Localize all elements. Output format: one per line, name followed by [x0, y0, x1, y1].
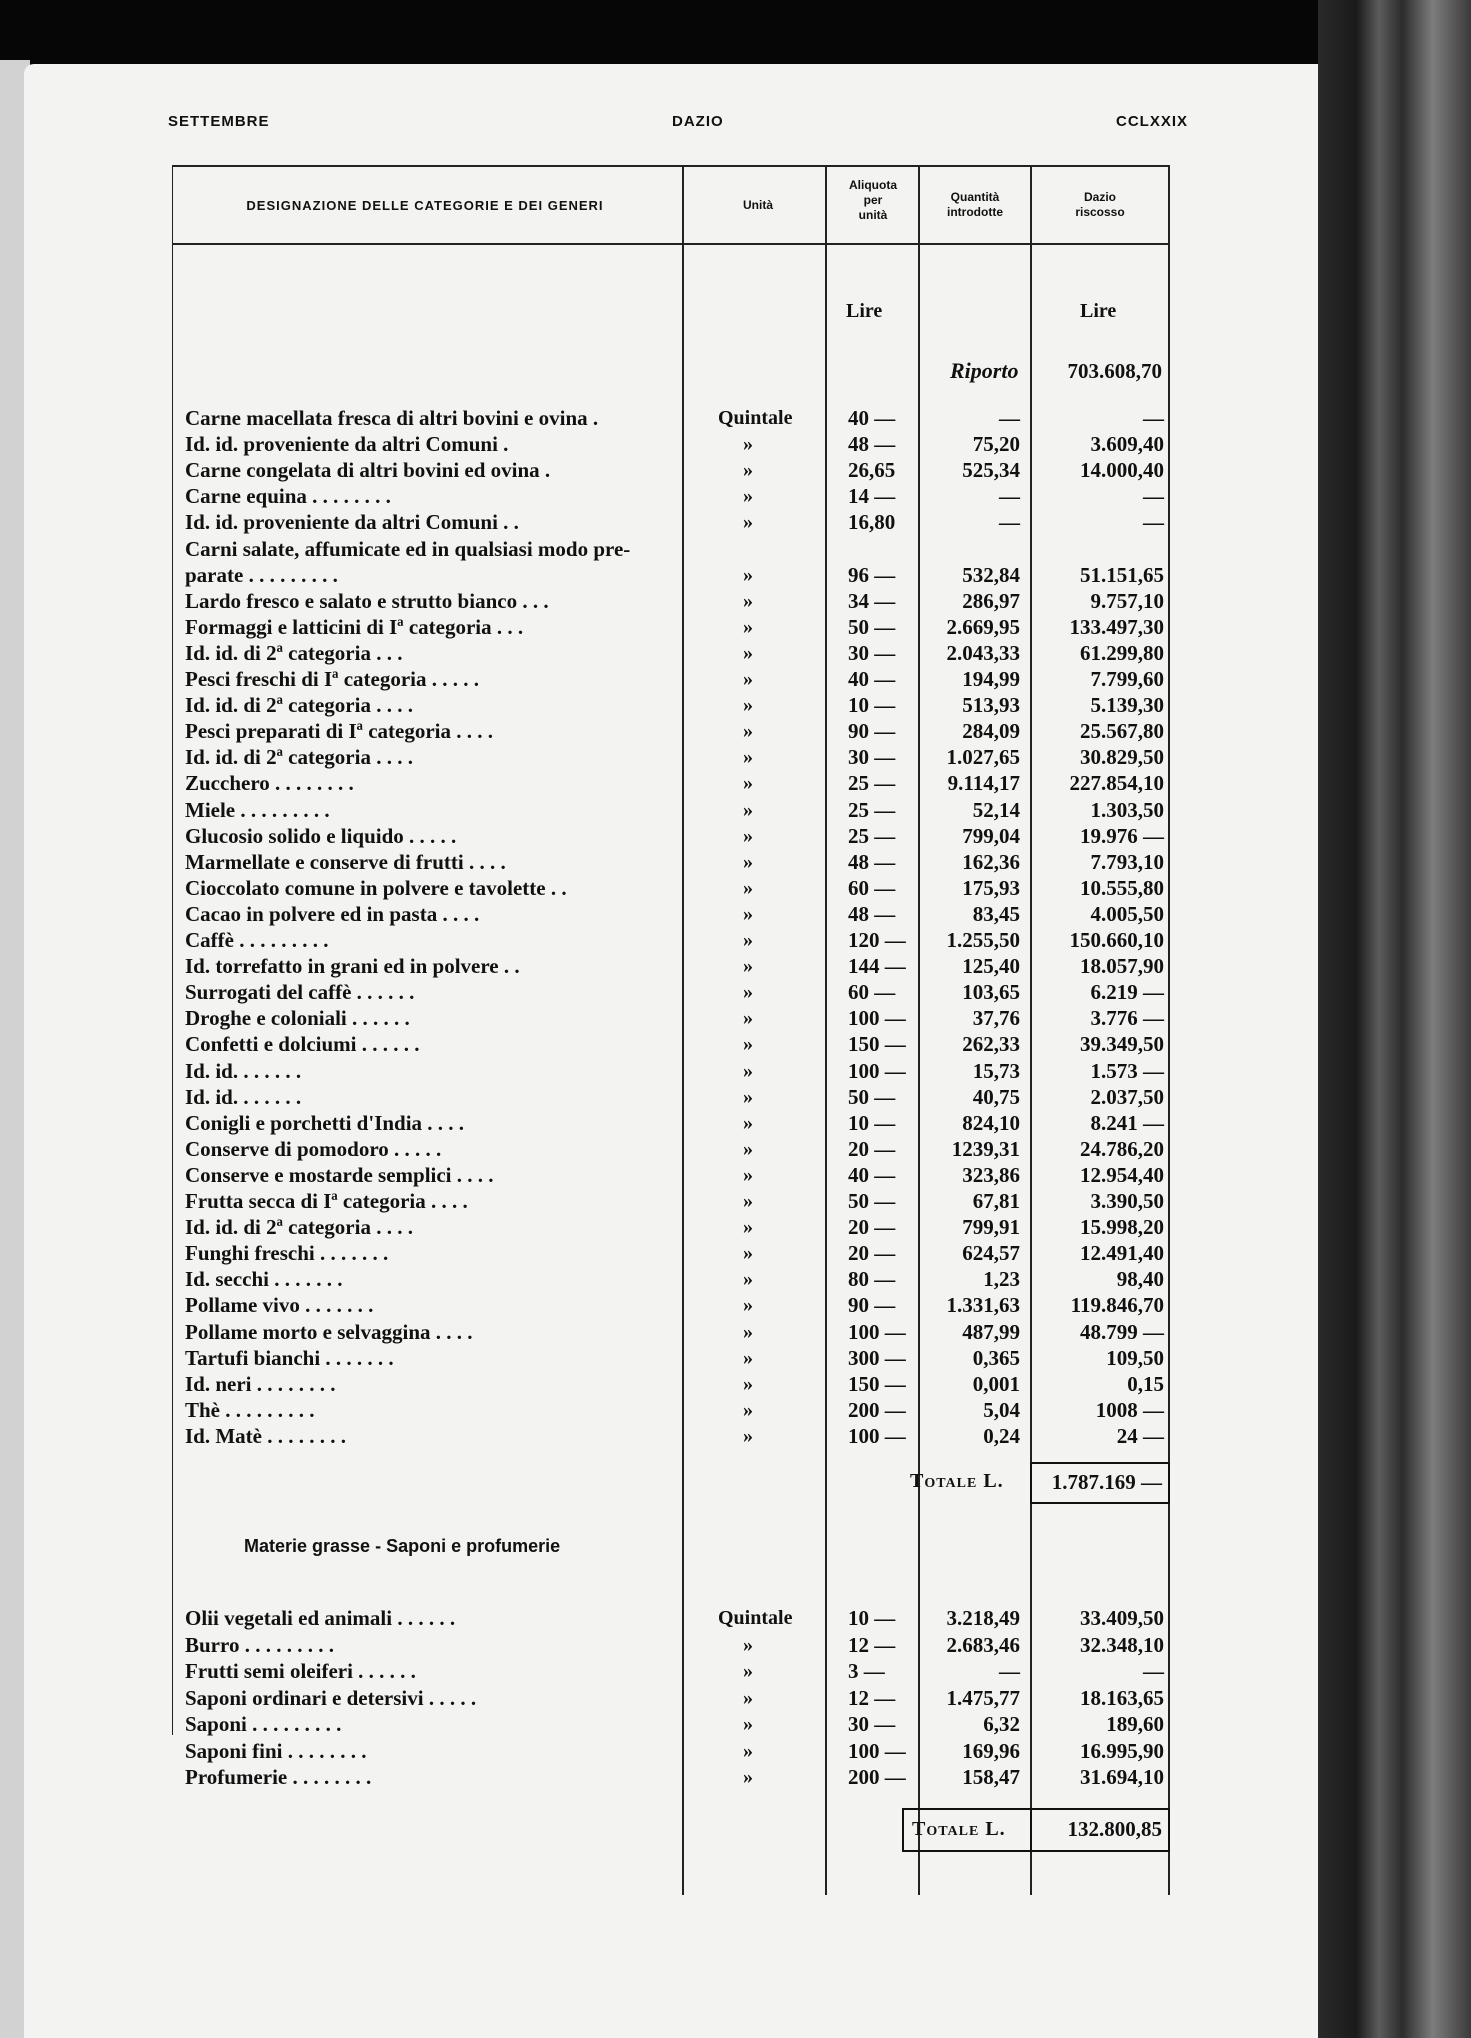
row-quantity: 262,33: [962, 1032, 1020, 1057]
row-rate: 30 —: [848, 1712, 896, 1736]
row-duty: 24 —: [1116, 1423, 1164, 1448]
row-duty: 4.005,50: [1090, 901, 1164, 926]
row-unit: »: [743, 459, 753, 482]
row-duty: 25.567,80: [1080, 719, 1164, 744]
col-rule-rate: [825, 165, 827, 1895]
section1-total-box: [1030, 1462, 1170, 1504]
row-description: Zucchero . . . . . . . .: [185, 771, 354, 796]
row-unit: »: [743, 1007, 753, 1030]
row-duty: 98,40: [1116, 1267, 1164, 1292]
row-unit: »: [743, 1766, 753, 1788]
row-description: Carne equina . . . . . . . .: [185, 484, 391, 509]
row-unit: »: [743, 1059, 753, 1082]
rate-currency: Lire: [846, 300, 883, 322]
row-unit: »: [743, 433, 753, 456]
row-quantity: 0,365: [972, 1345, 1020, 1370]
row-rate: 20 —: [848, 1241, 896, 1266]
header-unit: Unità: [743, 198, 773, 212]
row-description: Pesci preparati di Iª categoria . . . .: [185, 719, 494, 744]
row-unit: »: [743, 1320, 753, 1343]
row-duty: 10.555,80: [1080, 875, 1164, 900]
row-description: Id. id. . . . . . .: [185, 1084, 302, 1109]
row-description: Frutta secca di Iª categoria . . . .: [185, 1189, 468, 1213]
row-quantity: 83,45: [972, 901, 1020, 926]
row-duty: 24.786,20: [1080, 1136, 1164, 1161]
row-duty: 1.573 —: [1090, 1058, 1164, 1083]
row-description: Pollame morto e selvaggina . . . .: [185, 1319, 473, 1344]
row-rate: 40 —: [848, 406, 896, 430]
row-quantity: 2.669,95: [946, 614, 1020, 639]
row-description: Conserve di pomodoro . . . . .: [185, 1136, 442, 1161]
row-duty: 12.491,40: [1080, 1241, 1164, 1266]
row-quantity: 175,93: [962, 875, 1020, 900]
section2-total-label-box: [902, 1808, 1032, 1852]
row-unit: »: [743, 720, 753, 743]
row-unit: »: [743, 563, 753, 586]
row-unit: »: [743, 1085, 753, 1108]
row-rate: 12 —: [848, 1685, 896, 1710]
row-quantity: 75,20: [972, 432, 1020, 457]
riporto-label: Riporto: [950, 358, 1019, 383]
section2-total-box: [1030, 1808, 1170, 1852]
row-unit: »: [743, 1346, 753, 1369]
row-duty: 30.829,50: [1080, 745, 1164, 770]
row-duty: 14.000,40: [1080, 458, 1164, 483]
row-description: Carni salate, affumicate ed in qualsiasi modo pre-: [185, 536, 631, 561]
row-rate: 10 —: [848, 693, 896, 718]
row-unit: »: [743, 1190, 753, 1212]
row-description: Id. id. di 2ª categoria . . .: [185, 640, 403, 665]
header-quantity: Quantità introdotte: [947, 190, 1003, 219]
row-quantity: 125,40: [962, 954, 1020, 979]
row-rate: 300 —: [848, 1345, 906, 1370]
row-description: Id. id. di 2ª categoria . . . .: [185, 745, 413, 770]
row-description: Id. id. proveniente da altri Comuni .: [185, 432, 509, 457]
row-duty: 19.976 —: [1080, 823, 1164, 848]
row-rate: 120 —: [848, 928, 906, 952]
row-description: Id. id. proveniente da altri Comuni . .: [185, 510, 519, 535]
row-rate: 96 —: [848, 562, 896, 587]
row-quantity: 284,09: [962, 719, 1020, 744]
row-duty: 150.660,10: [1069, 928, 1164, 952]
row-quantity: 158,47: [962, 1765, 1020, 1789]
row-duty: 3.609,40: [1090, 432, 1164, 457]
row-description: Id. id. di 2ª categoria . . . .: [185, 1215, 413, 1240]
row-unit: »: [743, 1216, 753, 1239]
row-quantity: 5,04: [983, 1397, 1020, 1422]
row-description: Burro . . . . . . . . .: [185, 1632, 334, 1657]
row-rate: 50 —: [848, 1084, 896, 1109]
row-unit: »: [743, 1739, 753, 1762]
row-rate: 50 —: [848, 1189, 896, 1213]
row-rate: 200 —: [848, 1397, 906, 1422]
row-rate: 150 —: [848, 1371, 906, 1396]
row-unit: »: [743, 1294, 753, 1317]
row-rate: 144 —: [848, 954, 906, 979]
row-description: Conserve e mostarde semplici . . . .: [185, 1162, 494, 1187]
row-rate: 60 —: [848, 980, 896, 1005]
row-unit: »: [743, 1660, 753, 1682]
scan-border-right: [1318, 0, 1471, 2038]
running-head-month: SETTEMBRE: [168, 113, 270, 130]
row-duty: 16.995,90: [1080, 1738, 1164, 1763]
row-unit: »: [743, 981, 753, 1004]
row-quantity: —: [999, 510, 1020, 535]
row-description: Miele . . . . . . . . .: [185, 797, 330, 822]
row-quantity: 487,99: [962, 1319, 1020, 1344]
row-description: Glucosio solido e liquido . . . . .: [185, 823, 457, 848]
row-rate: 16,80: [848, 510, 896, 535]
row-quantity: 15,73: [972, 1058, 1020, 1083]
header-bottom-rule: [172, 243, 1168, 245]
row-quantity: 0,001: [972, 1371, 1020, 1396]
row-description: Saponi ordinari e detersivi . . . . .: [185, 1685, 477, 1710]
row-unit: »: [743, 641, 753, 664]
row-rate: 20 —: [848, 1215, 896, 1240]
row-quantity: 6,32: [983, 1712, 1020, 1736]
row-rate: 48 —: [848, 901, 896, 926]
row-duty: 2.037,50: [1090, 1084, 1164, 1109]
row-description: Formaggi e latticini di Iª categoria . . .: [185, 614, 524, 639]
row-quantity: 513,93: [962, 693, 1020, 718]
row-duty: —: [1143, 1659, 1164, 1683]
row-description: Funghi freschi . . . . . . .: [185, 1241, 389, 1266]
row-duty: 7.799,60: [1090, 667, 1164, 691]
row-rate: 48 —: [848, 432, 896, 457]
row-unit: »: [743, 1372, 753, 1395]
row-duty: 31.694,10: [1080, 1765, 1164, 1789]
row-description: Carne macellata fresca di altri bovini e ovina .: [185, 406, 599, 430]
row-rate: 50 —: [848, 614, 896, 639]
row-unit: »: [743, 1111, 753, 1134]
row-unit: Quintale: [718, 407, 793, 429]
row-quantity: 169,96: [962, 1738, 1020, 1763]
row-quantity: 40,75: [972, 1084, 1020, 1109]
row-unit: »: [743, 1268, 753, 1291]
row-rate: 10 —: [848, 1606, 896, 1630]
row-unit: »: [743, 850, 753, 873]
row-duty: 15.998,20: [1080, 1215, 1164, 1240]
row-unit: »: [743, 694, 753, 717]
row-rate: 100 —: [848, 1006, 906, 1031]
row-rate: 90 —: [848, 1293, 896, 1318]
table-left-rule: [172, 165, 173, 1735]
row-rate: 30 —: [848, 640, 896, 665]
row-description: Caffè . . . . . . . . .: [185, 928, 329, 952]
header-rate: Aliquota per unità: [849, 178, 897, 222]
row-quantity: 194,99: [962, 667, 1020, 691]
duty-currency: Lire: [1080, 300, 1117, 322]
row-rate: 150 —: [848, 1032, 906, 1057]
row-description: Pesci freschi di Iª categoria . . . . .: [185, 667, 480, 691]
row-quantity: —: [999, 406, 1020, 430]
row-rate: 200 —: [848, 1765, 906, 1789]
row-rate: 60 —: [848, 875, 896, 900]
row-rate: 30 —: [848, 745, 896, 770]
row-unit: »: [743, 1424, 753, 1447]
row-rate: 90 —: [848, 719, 896, 744]
row-unit: »: [743, 668, 753, 690]
row-description: Saponi fini . . . . . . . .: [185, 1738, 367, 1763]
row-unit: »: [743, 615, 753, 638]
row-quantity: 0,24: [983, 1423, 1020, 1448]
row-duty: 1.303,50: [1090, 797, 1164, 822]
row-quantity: 1,23: [983, 1267, 1020, 1292]
row-unit: »: [743, 955, 753, 978]
section2-title: Materie grasse - Saponi e profumerie: [244, 1536, 561, 1556]
row-description: Carne congelata di altri bovini ed ovina .: [185, 458, 551, 483]
row-duty: 0,15: [1127, 1371, 1164, 1396]
row-duty: 3.776 —: [1090, 1006, 1164, 1031]
row-rate: 40 —: [848, 667, 896, 691]
row-duty: —: [1143, 484, 1164, 509]
row-quantity: 1.475,77: [946, 1685, 1020, 1710]
row-unit: »: [743, 1398, 753, 1421]
row-quantity: —: [999, 484, 1020, 509]
row-quantity: 2.043,33: [946, 640, 1020, 665]
row-unit: »: [743, 1137, 753, 1160]
row-duty: 119.846,70: [1070, 1293, 1164, 1318]
row-description: Cacao in polvere ed in pasta . . . .: [185, 901, 480, 926]
row-rate: 3 —: [848, 1659, 885, 1683]
row-description: Lardo fresco e salato e strutto bianco . . .: [185, 588, 549, 613]
row-unit: »: [743, 824, 753, 847]
row-rate: 100 —: [848, 1058, 906, 1083]
row-duty: 9.757,10: [1090, 588, 1164, 613]
row-quantity: 286,97: [962, 588, 1020, 613]
row-duty: 51.151,65: [1080, 562, 1164, 587]
row-description: Profumerie . . . . . . . .: [185, 1765, 372, 1789]
row-rate: 12 —: [848, 1632, 896, 1657]
row-quantity: 532,84: [962, 562, 1020, 587]
header-duty: Dazio riscosso: [1075, 190, 1125, 219]
row-unit: Quintale: [718, 1607, 793, 1629]
row-unit: »: [743, 1633, 753, 1656]
row-description: parate . . . . . . . . .: [185, 562, 338, 587]
row-unit: »: [743, 902, 753, 925]
row-rate: 25 —: [848, 771, 896, 796]
row-unit: »: [743, 772, 753, 795]
row-unit: »: [743, 485, 753, 508]
row-duty: 39.349,50: [1080, 1032, 1164, 1057]
row-description: Conigli e porchetti d'India . . . .: [185, 1110, 465, 1135]
row-rate: 100 —: [848, 1423, 906, 1448]
row-unit: »: [743, 511, 753, 534]
row-description: Tartufi bianchi . . . . . . .: [185, 1345, 394, 1370]
table-right-rule: [1168, 165, 1170, 1895]
row-unit: »: [743, 929, 753, 951]
header-designation: DESIGNAZIONE DELLE CATEGORIE E DEI GENERI: [246, 198, 604, 213]
running-head-page-number: CCLXXIX: [1116, 113, 1189, 130]
row-unit: »: [743, 746, 753, 769]
row-description: Cioccolato comune in polvere e tavolette . .: [185, 875, 567, 900]
row-rate: 25 —: [848, 797, 896, 822]
row-description: Id. secchi . . . . . . .: [185, 1267, 343, 1292]
row-unit: »: [743, 1033, 753, 1056]
running-head-title: DAZIO: [672, 113, 724, 130]
row-rate: 80 —: [848, 1267, 896, 1292]
row-rate: 10 —: [848, 1110, 896, 1135]
row-quantity: 323,86: [962, 1162, 1020, 1187]
row-duty: 3.390,50: [1090, 1189, 1164, 1213]
row-quantity: 67,81: [972, 1189, 1020, 1213]
row-rate: 34 —: [848, 588, 896, 613]
row-duty: 109,50: [1106, 1345, 1164, 1370]
row-rate: 14 —: [848, 484, 896, 509]
row-duty: 8.241 —: [1090, 1110, 1164, 1135]
row-description: Id. Matè . . . . . . . .: [185, 1423, 346, 1448]
riporto-value: 703.608,70: [1067, 359, 1162, 383]
row-quantity: 1.331,63: [946, 1293, 1020, 1318]
row-unit: »: [743, 1686, 753, 1709]
row-rate: 100 —: [848, 1319, 906, 1344]
row-description: Id. neri . . . . . . . .: [185, 1371, 336, 1396]
row-duty: —: [1143, 406, 1164, 430]
row-description: Olii vegetali ed animali . . . . . .: [185, 1606, 456, 1630]
row-description: Pollame vivo . . . . . . .: [185, 1293, 374, 1318]
row-unit: »: [743, 1242, 753, 1265]
row-duty: —: [1143, 510, 1164, 535]
section2-total-label: Totale L.: [912, 1818, 1006, 1840]
row-description: Frutti semi oleiferi . . . . . .: [185, 1659, 416, 1683]
section1-total-value: 1.787.169 —: [1051, 1470, 1162, 1494]
row-quantity: 37,76: [972, 1006, 1020, 1031]
scan-border-top: [0, 0, 1471, 68]
row-description: Thè . . . . . . . . .: [185, 1397, 315, 1422]
row-rate: 100 —: [848, 1738, 906, 1763]
row-description: Marmellate e conserve di frutti . . . .: [185, 849, 506, 874]
row-quantity: 1.027,65: [946, 745, 1020, 770]
row-quantity: 799,04: [962, 823, 1020, 848]
table-top-rule: [172, 165, 1168, 167]
row-rate: 48 —: [848, 849, 896, 874]
row-duty: 18.163,65: [1080, 1685, 1164, 1710]
row-duty: 61.299,80: [1080, 640, 1164, 665]
row-rate: 40 —: [848, 1162, 896, 1187]
row-quantity: 3.218,49: [946, 1606, 1020, 1630]
col-rule-unit: [682, 165, 684, 1895]
row-description: Id. id. . . . . . .: [185, 1058, 302, 1083]
row-quantity: 624,57: [962, 1241, 1020, 1266]
row-duty: 12.954,40: [1080, 1162, 1164, 1187]
row-quantity: 1.255,50: [946, 928, 1020, 952]
row-duty: 5.139,30: [1090, 693, 1164, 718]
section2-total-value: 132.800,85: [1067, 1817, 1162, 1841]
row-quantity: 824,10: [962, 1110, 1020, 1135]
row-rate: 26,65: [848, 458, 896, 483]
row-quantity: 9.114,17: [947, 771, 1020, 796]
row-duty: 18.057,90: [1080, 954, 1164, 979]
row-quantity: 103,65: [962, 980, 1020, 1005]
row-rate: 20 —: [848, 1136, 896, 1161]
row-unit: »: [743, 876, 753, 899]
row-description: Confetti e dolciumi . . . . . .: [185, 1032, 420, 1057]
row-quantity: 1239,31: [951, 1136, 1020, 1161]
row-duty: 48.799 —: [1080, 1319, 1164, 1344]
row-duty: 227.854,10: [1069, 771, 1164, 796]
row-quantity: 162,36: [962, 849, 1020, 874]
row-unit: »: [743, 798, 753, 821]
row-duty: 6.219 —: [1090, 980, 1164, 1005]
row-quantity: 525,34: [962, 458, 1020, 483]
row-duty: 1008 —: [1095, 1397, 1164, 1422]
row-duty: 33.409,50: [1080, 1606, 1164, 1630]
row-description: Id. id. di 2ª categoria . . . .: [185, 693, 413, 718]
row-duty: 7.793,10: [1090, 849, 1164, 874]
row-unit: »: [743, 589, 753, 612]
row-description: Saponi . . . . . . . . .: [185, 1712, 342, 1736]
row-quantity: 2.683,46: [946, 1632, 1020, 1657]
section1-total-label: Totale L.: [910, 1470, 1004, 1492]
row-description: Surrogati del caffè . . . . . .: [185, 980, 415, 1005]
row-quantity: 799,91: [962, 1215, 1020, 1240]
row-quantity: 52,14: [972, 797, 1020, 822]
row-unit: »: [743, 1713, 753, 1735]
row-description: Id. torrefatto in grani ed in polvere . .: [185, 954, 520, 979]
row-unit: »: [743, 1163, 753, 1186]
row-rate: 25 —: [848, 823, 896, 848]
row-quantity: —: [999, 1659, 1020, 1683]
row-duty: 32.348,10: [1080, 1632, 1164, 1657]
row-duty: 189,60: [1106, 1712, 1164, 1736]
row-duty: 133.497,30: [1069, 614, 1164, 639]
row-description: Droghe e coloniali . . . . . .: [185, 1006, 410, 1031]
